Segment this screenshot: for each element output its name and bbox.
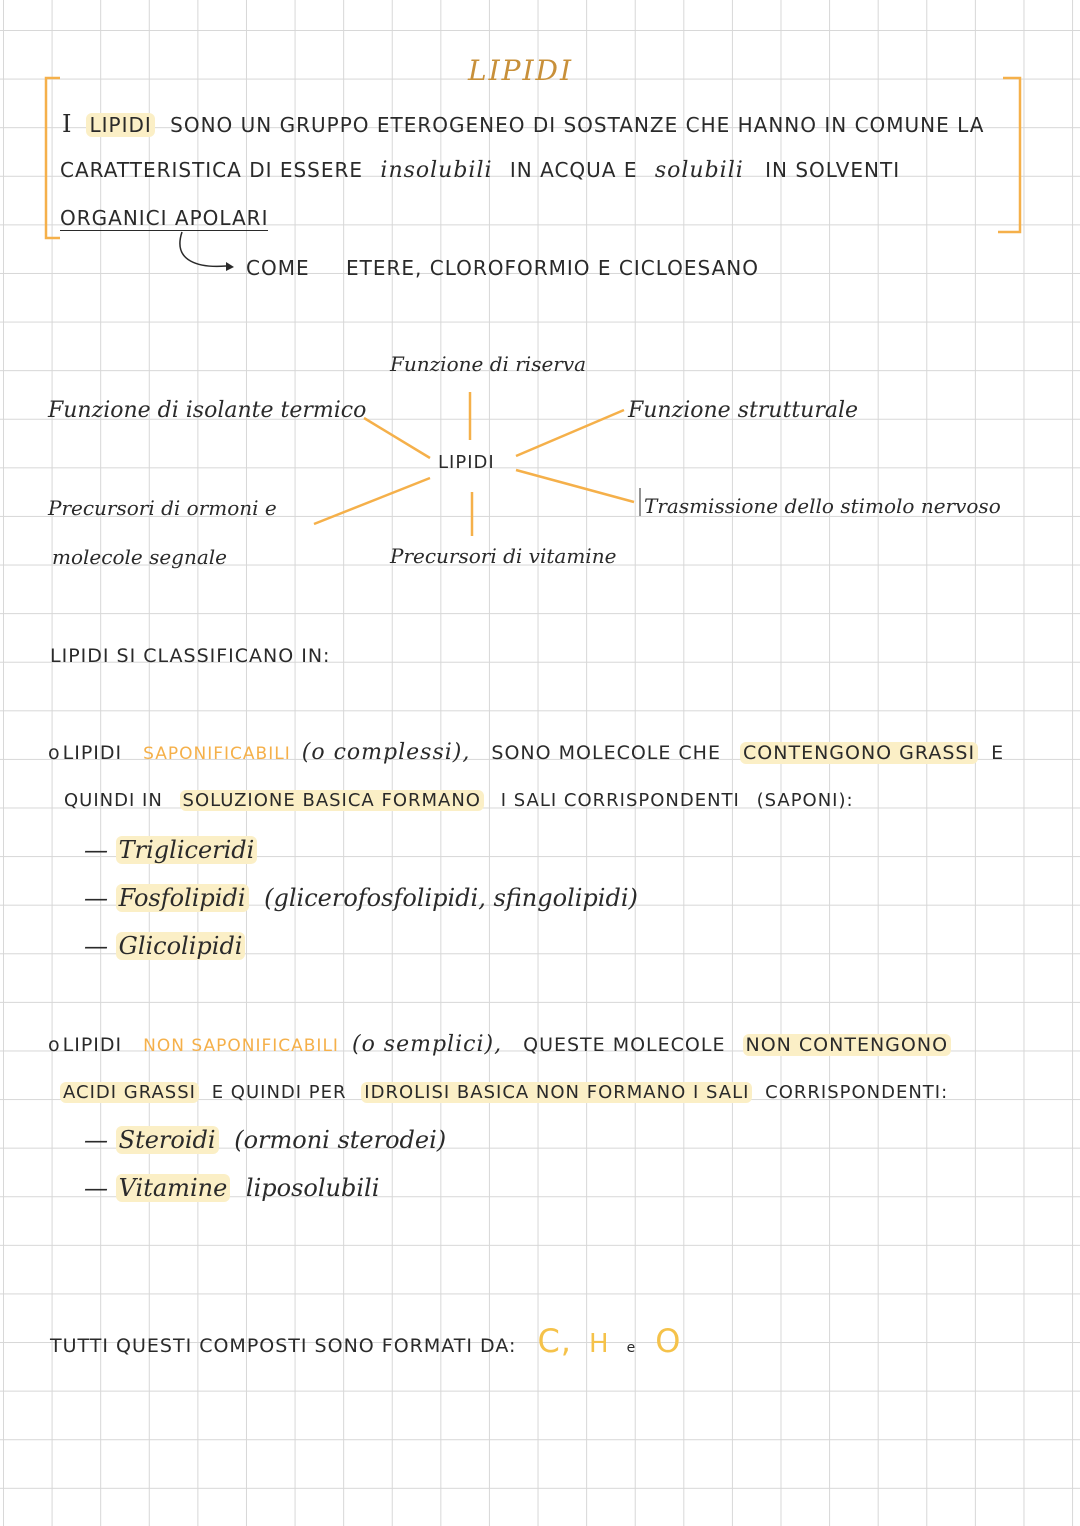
saponifiable-text-2: E [991,742,1005,764]
intro-line-1 [62,110,984,138]
saponifiable-line-2-b: I SALI CORRISPONDENTI [500,790,740,811]
intro-prefix: I [62,110,73,138]
saponifiable-line-2-a: QUINDI IN [64,790,163,811]
diagram-left-bottom-2: molecole segnale [52,545,228,569]
item-label: Trigliceridi [116,836,258,864]
footer-text: TUTTI QUESTI COMPOSTI SONO FORMATI DA: [50,1335,517,1357]
footer-o: O [655,1322,682,1360]
saponifiable-bullet: o [48,742,61,764]
footer-c: C, [537,1322,572,1360]
intro-line-2-a: CARATTERISTICA DI ESSERE [60,158,364,182]
saponifiable-hl-2: SOLUZIONE BASICA FORMANO [180,790,484,811]
footer-h: H [589,1329,610,1359]
non-saponifiable-line-1 [48,1032,951,1057]
saponifiable-line-1 [48,740,1004,765]
intro-line-2-c: IN ACQUA E [509,158,638,182]
non-saponifiable-highlight: NON SAPONIFICABILI [143,1036,339,1056]
page-title: LIPIDI [468,54,574,87]
saponifiable-paren: (o complessi), [301,740,471,765]
item-extra: liposolubili [245,1174,380,1202]
saponifiable-name: LIPIDI [62,742,123,764]
non-saponifiable-item-1: — Steroidi (ormoni sterodei) [84,1126,447,1154]
non-saponifiable-line-2 [60,1082,948,1103]
diagram-center: LIPIDI [438,452,495,473]
non-saponifiable-item-2: — Vitamine liposolubili [84,1174,380,1202]
left-bracket [46,78,60,238]
footer-line [50,1322,681,1360]
intro-line-1-rest: SONO UN GRUPPO ETEROGENEO DI SOSTANZE CHE HANNO IN COMUNE LA [170,113,985,137]
curved-arrow [180,232,226,266]
diagram-top: Funzione di riserva [390,352,587,376]
non-saponifiable-paren: (o semplici), [351,1032,503,1057]
diagram-right-bottom: Trasmissione dello stimolo nervoso [644,494,1001,518]
non-saponifiable-line-2-a: E QUINDI PER [211,1082,347,1103]
classification-heading: LIPIDI SI CLASSIFICANO IN: [50,645,331,667]
example-text: ETERE, CLOROFORMIO E CICLOESANO [346,256,759,280]
intro-solubili: solubili [654,158,744,183]
footer-e: e [626,1340,637,1356]
item-label: Fosfolipidi [116,884,249,912]
non-saponifiable-name: LIPIDI [62,1034,123,1056]
intro-line-2-e: IN SOLVENTI [765,158,901,182]
saponifiable-highlight: SAPONIFICABILI [143,744,291,764]
saponifiable-hl-1: CONTENGONO GRASSI [740,742,978,764]
item-label: Steroidi [116,1126,219,1154]
non-saponifiable-line-2-b: CORRISPONDENTI: [765,1082,949,1103]
non-saponifiable-hl-3: IDROLISI BASICA NON FORMANO I SALI [361,1082,752,1103]
intro-line-3: ORGANICI APOLARI [60,206,269,230]
non-saponifiable-hl-1: NON CONTENGONO [743,1034,952,1056]
non-saponifiable-bullet: o [48,1034,61,1056]
saponifiable-item-2: — Fosfolipidi (glicerofosfolipidi, sfingolipidi) [84,884,638,912]
intro-lipidi-highlight: LIPIDI [86,113,154,137]
diagram-left-bottom-1: Precursori di ormoni e [48,496,277,520]
right-bracket [998,78,1020,232]
saponifiable-item-3: — Glicolipidi [84,932,245,960]
diagram-right-top: Funzione strutturale [628,398,859,423]
saponifiable-paren-2: (SAPONI): [756,790,854,811]
intro-insolubili: insolubili [380,158,493,183]
example-label: COME [246,256,310,280]
item-label: Glicolipidi [116,932,246,960]
item-extra: (glicerofosfolipidi, sfingolipidi) [264,884,638,912]
curved-arrow-head [226,262,234,271]
diagram-left-top: Funzione di isolante termico [48,398,367,423]
saponifiable-line-2 [64,790,854,811]
item-extra: (ormoni sterodei) [234,1126,447,1154]
item-label: Vitamine [116,1174,231,1202]
non-saponifiable-text-1: QUESTE MOLECOLE [523,1034,726,1056]
saponifiable-text-1: SONO MOLECOLE CHE [491,742,721,764]
non-saponifiable-hl-2: ACIDI GRASSI [60,1082,199,1103]
diagram-bottom: Precursori di vitamine [390,544,617,568]
saponifiable-item-1: — Trigliceridi [84,836,257,864]
intro-line-2 [60,158,900,183]
